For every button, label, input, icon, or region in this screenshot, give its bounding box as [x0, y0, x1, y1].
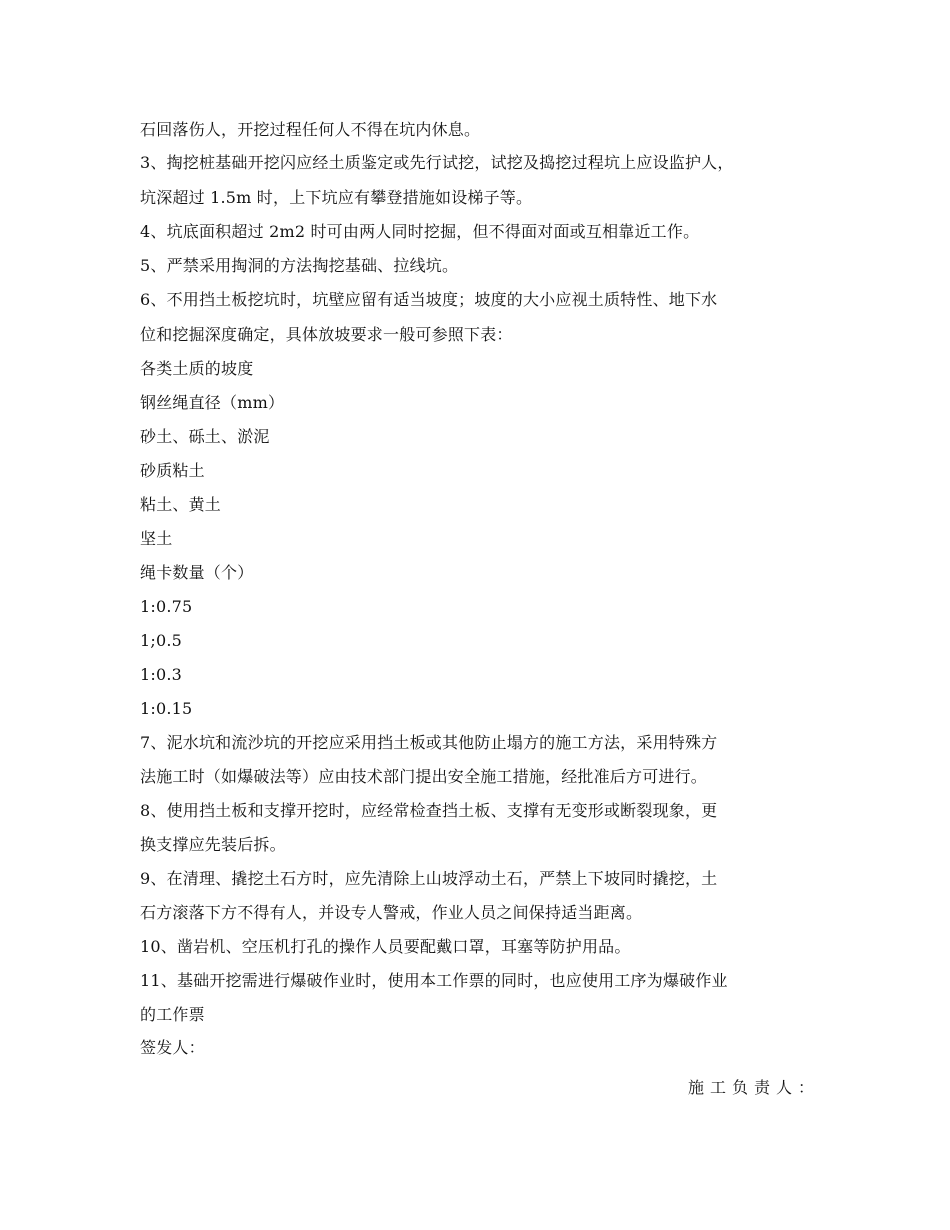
text-line: 钢丝绳直径（mm）: [140, 393, 285, 412]
text-line: 坑深超过 1.5m 时，上下坑应有攀登措施如设梯子等。: [140, 188, 533, 207]
text-line: 粘土、黄土: [140, 495, 222, 514]
text-line: 1:0.75: [140, 597, 193, 616]
text-line: 的工作票: [140, 1005, 205, 1024]
text-line: 绳卡数量（个）: [140, 563, 254, 582]
construction-lead-label: 施工负责人：: [687, 1078, 820, 1097]
text-line: 法施工时（如爆破法等）应由技术部门提出安全施工措施，经批准后方可进行。: [140, 767, 708, 786]
issuer-label: 签发人：: [140, 1038, 205, 1057]
text-line: 砂土、砾土、淤泥: [140, 427, 270, 446]
text-line: 换支撑应先装后拆。: [140, 835, 286, 854]
text-line: 10、凿岩机、空压机打孔的操作人员要配戴口罩，耳塞等防护用品。: [140, 937, 631, 956]
text-line: 石回落伤人，开挖过程任何人不得在坑内休息。: [140, 120, 481, 139]
text-line: 1:0.3: [140, 665, 183, 684]
text-line: 1:0.15: [140, 699, 193, 718]
text-line: 石方滚落下方不得有人，并设专人警戒，作业人员之间保持适当距离。: [140, 903, 643, 922]
text-line: 3、掏挖桩基础开挖闪应经土质鉴定或先行试挖，试挖及捣挖过程坑上应设监护人，: [140, 153, 734, 172]
text-line: 坚土: [140, 529, 173, 548]
text-line: 砂质粘土: [140, 461, 205, 480]
text-line: 位和挖掘深度确定，具体放坡要求一般可参照下表：: [140, 325, 513, 344]
text-line: 各类土质的坡度: [140, 359, 254, 378]
text-line: 6、不用挡土板挖坑时，坑壁应留有适当坡度；坡度的大小应视土质特性、地下水: [140, 290, 718, 309]
text-line: 9、在清理、撬挖土石方时，应先清除上山坡浮动土石，严禁上下坡同时撬挖，土: [140, 869, 718, 888]
text-line: 5、严禁采用掏洞的方法掏挖基础、拉线坑。: [140, 256, 459, 275]
text-line: 4、坑底面积超过 2m2 时可由两人同时挖掘，但不得面对面或互相靠近工作。: [140, 222, 700, 241]
text-line: 8、使用挡土板和支撑开挖时，应经常检查挡土板、支撑有无变形或断裂现象，更: [140, 801, 718, 820]
text-line: 7、泥水坑和流沙坑的开挖应采用挡土板或其他防止塌方的施工方法，采用特殊方: [140, 733, 718, 752]
text-line: 11、基础开挖需进行爆破作业时，使用本工作票的同时，也应使用工序为爆破作业: [140, 971, 728, 990]
text-line: 1;0.5: [140, 631, 183, 650]
